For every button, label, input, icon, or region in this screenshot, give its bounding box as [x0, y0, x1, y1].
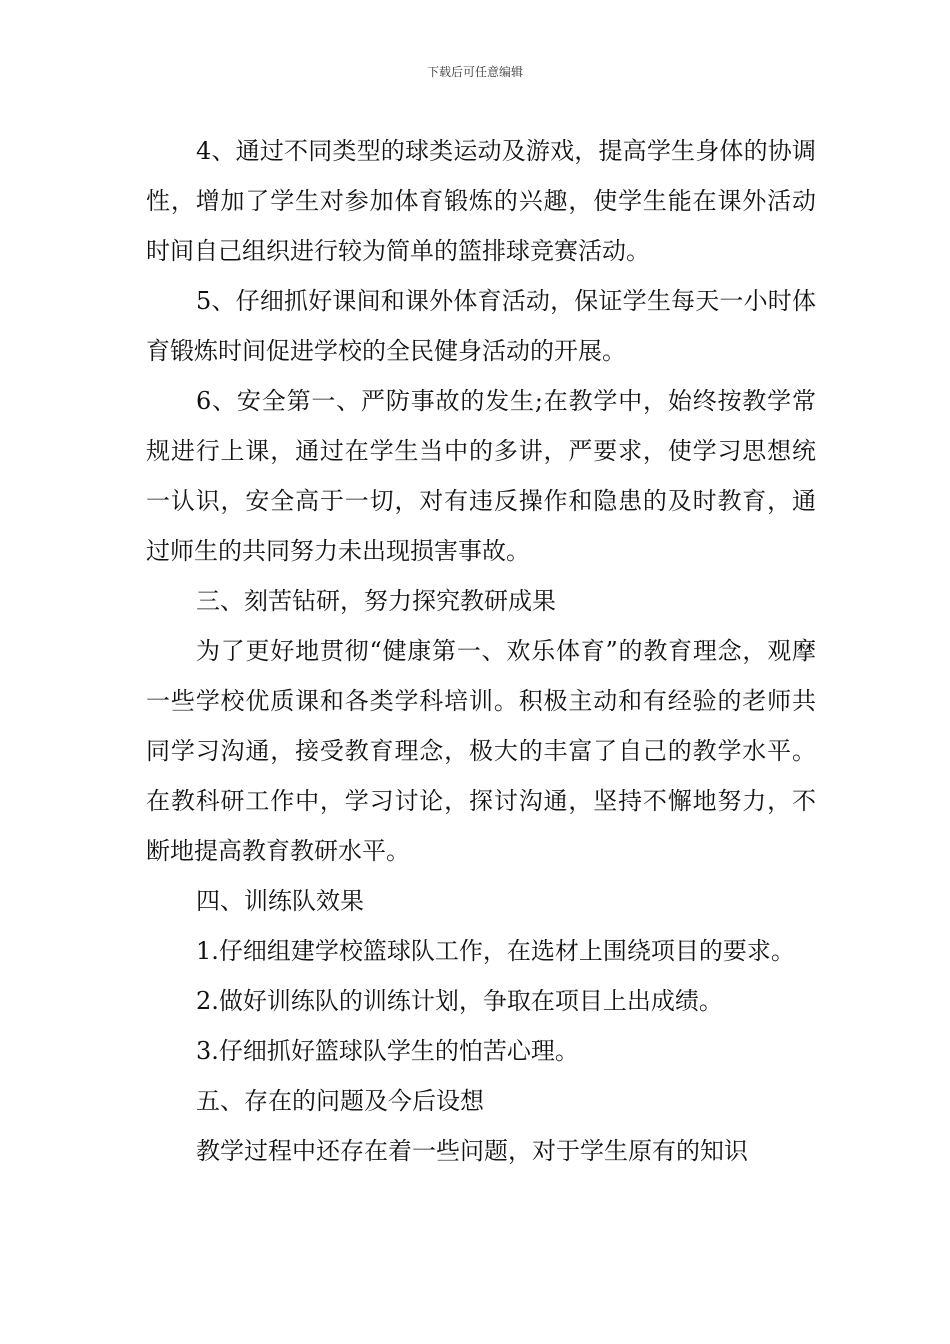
- paragraph-item-6: 6、安全第一、严防事故的发生;在教学中，始终按教学常规进行上课，通过在学生当中的多讲，严要求，使学习思想统一认识，安全高于一切，对有违反操作和隐患的及时教育，通过师生的共同努力未出现损害事故。: [146, 387, 816, 565]
- document-body: [146, 126, 816, 1176]
- paragraph-team-2: 2.做好训练队的训练计划，争取在项目上出成绩。: [196, 987, 723, 1015]
- paragraph-item-5: 5、仔细抓好课间和课外体育活动，保证学生每天一小时体育锻炼时间促进学校的全民健身活动的开展。: [146, 287, 816, 365]
- paragraph-team-1: 1.仔细组建学校篮球队工作，在选材上围绕项目的要求。: [196, 937, 795, 965]
- paragraph-team-3: 3.仔细抓好篮球队学生的怕苦心理。: [196, 1037, 579, 1065]
- paragraph-research: 为了更好地贯彻“健康第一、欢乐体育”的教育理念，观摩一些学校优质课和各类学科培训。积极主动和有经验的老师共同学习沟通，接受教育理念，极大的丰富了自己的教学水平。在教科研工作中，学习讨论，探讨沟通，坚持不懈地努力，不断地提高教育教研水平。: [146, 637, 816, 865]
- page-header: 下载后可任意编辑: [426, 65, 523, 79]
- paragraph-problems: 教学过程中还存在着一些问题，对于学生原有的知识: [196, 1137, 748, 1165]
- section-heading-4: 四、训练队效果: [196, 887, 364, 915]
- section-heading-5: 五、存在的问题及今后设想: [196, 1087, 484, 1115]
- paragraph-item-4: 4、通过不同类型的球类运动及游戏，提高学生身体的协调性，增加了学生对参加体育锻炼的兴趣，使学生能在课外活动时间自己组织进行较为简单的篮排球竞赛活动。: [146, 137, 816, 265]
- section-heading-3: 三、刻苦钻研，努力探究教研成果: [196, 587, 556, 615]
